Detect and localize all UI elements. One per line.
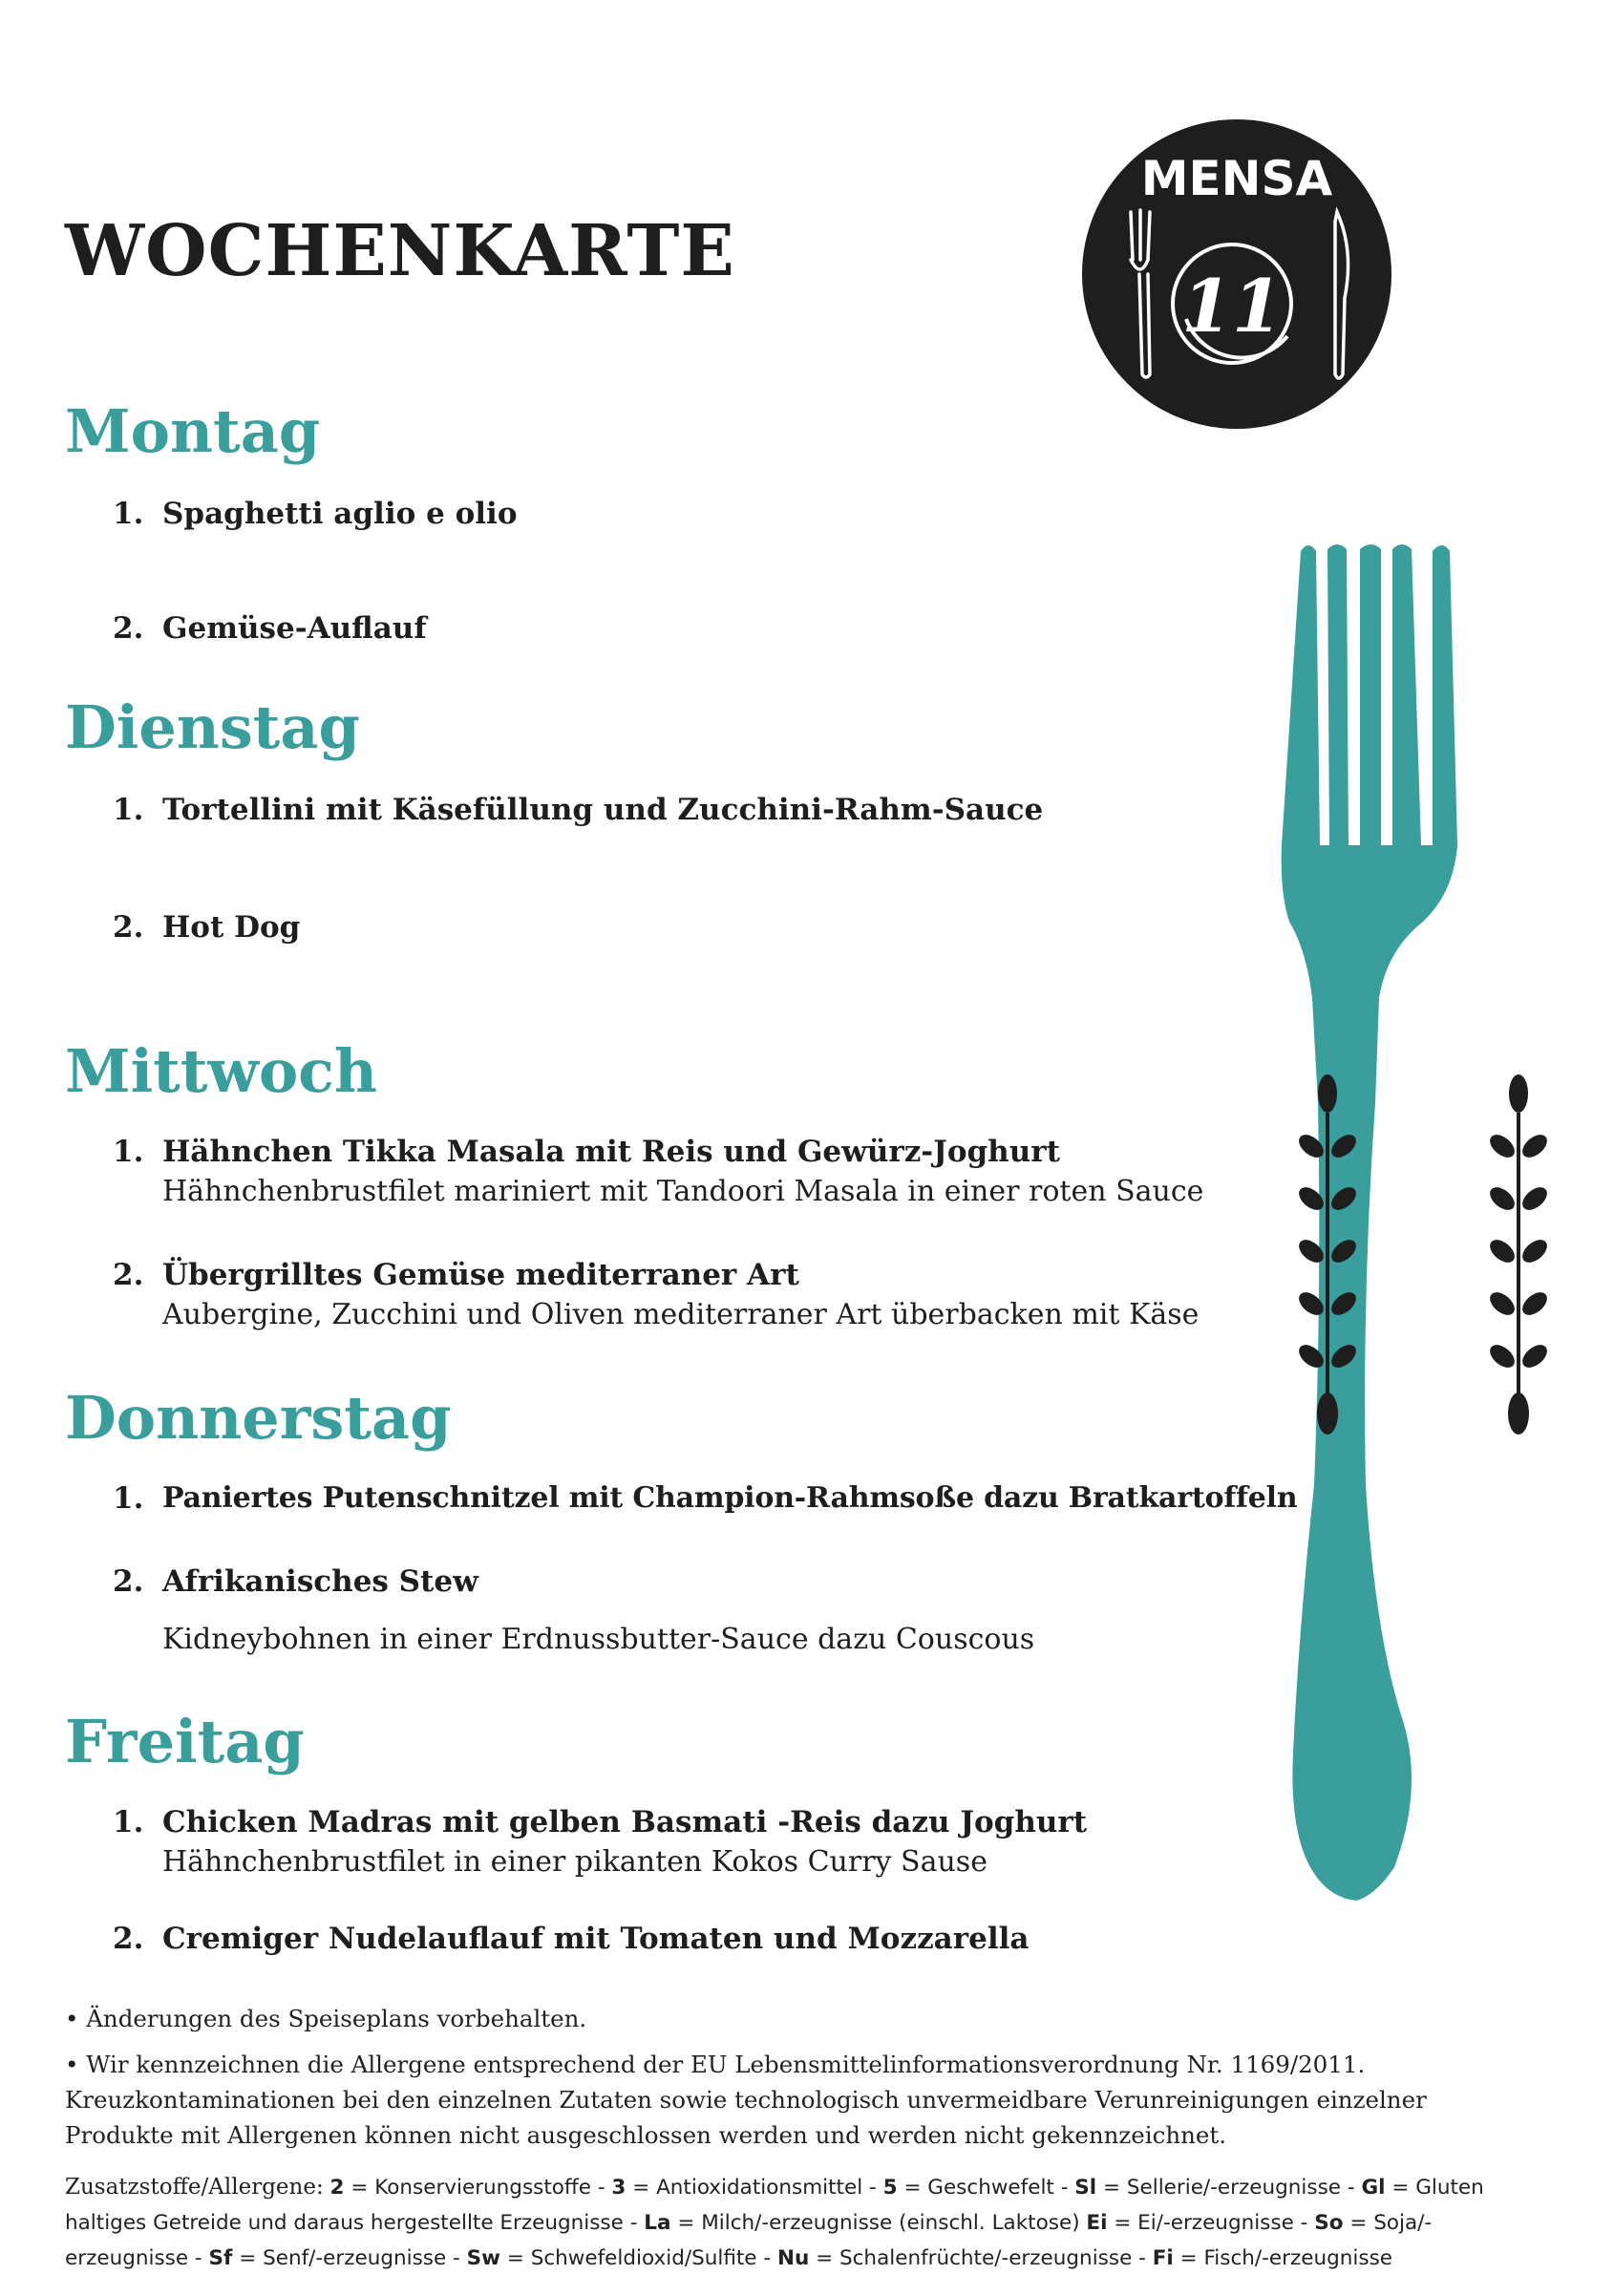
legend-code: Fi xyxy=(1152,2246,1174,2270)
legend-text: Konservierungsstoffe xyxy=(374,2176,591,2200)
legend-text: Senf/-erzeugnisse xyxy=(263,2246,447,2270)
dish-name: Cremiger Nudelauflauf mit Tomaten und Mozzarella xyxy=(162,1922,1030,1956)
leaf-sprig-icon xyxy=(1294,1074,1361,1437)
dish-name: Chicken Madras mit gelben Basmati -Reis dazu Joghurt xyxy=(162,1805,1088,1839)
leaf-sprig-icon xyxy=(1485,1074,1552,1437)
dish-number: 1. xyxy=(113,1481,144,1516)
footnote-allergens: • Wir kennzeichnen die Allergene entsprechend der EU Lebensmittelinformationsverordnung Nr. 1169/2011. Kreuzkontaminationen bei den einzelnen Zutaten sowie technologisch unvermeidbare Verunreinigungen einzelner Produkte mit Allergenen können nicht ausgeschlossen werden und werden nicht gekennzeichnet. xyxy=(65,2051,1427,2149)
dish-name: Afrikanisches Stew xyxy=(162,1564,478,1599)
dish-number: 2. xyxy=(113,1922,144,1956)
dish-description: Aubergine, Zucchini und Oliven mediterraner Art überbacken mit Käse xyxy=(162,1298,1200,1331)
dish-number: 1. xyxy=(113,1135,144,1169)
legend-code: 3 xyxy=(611,2176,626,2200)
legend-code: So xyxy=(1314,2211,1344,2235)
dish-name: Übergrilltes Gemüse mediterraner Art xyxy=(162,1258,799,1292)
dish-name: Gemüse-Auflauf xyxy=(162,611,427,646)
legend-code: 5 xyxy=(882,2176,898,2200)
legend-text: Ei/-erzeugnisse xyxy=(1137,2211,1294,2235)
dish-number: 2. xyxy=(113,1258,144,1292)
legend-text: Schalenfrüchte/-erzeugnisse xyxy=(839,2246,1133,2270)
dish-description: Kidneybohnen in einer Erdnussbutter-Sauce dazu Couscous xyxy=(162,1623,1035,1656)
legend-code: Nu xyxy=(776,2246,810,2270)
dish-number: 2. xyxy=(113,1564,144,1599)
dish-name: Hot Dog xyxy=(162,910,301,945)
day-heading-donnerstag: Donnerstag xyxy=(65,1383,452,1453)
dish-number: 2. xyxy=(113,910,144,945)
plate-fork-knife-logo xyxy=(1079,117,1394,432)
legend-text: Soja/-erzeugnisse xyxy=(65,2211,1433,2270)
legend-code: Sw xyxy=(466,2246,501,2270)
legend-text: Antioxidationsmittel xyxy=(656,2176,863,2200)
dish-name: Spaghetti aglio e olio xyxy=(162,497,518,531)
legend-text: Schwefeldioxid/Sulfite xyxy=(530,2246,757,2270)
dish-number: 1. xyxy=(113,793,144,827)
dish-number: 1. xyxy=(113,497,144,531)
day-heading-mittwoch: Mittwoch xyxy=(65,1036,378,1106)
page-title: WOCHENKARTE xyxy=(65,210,735,292)
legend-text: Sellerie/-erzeugnisse xyxy=(1126,2176,1342,2200)
day-heading-freitag: Freitag xyxy=(65,1707,305,1776)
dish-number: 2. xyxy=(113,611,144,646)
allergen-legend: Zusatzstoffe/Allergene: 2 = Konservierungsstoffe - 3 = Antioxidationsmittel - 5 = Geschwefelt - Sl = Sellerie/-erzeugnisse - Gl = Gluten haltiges Getreide und daraus hergestellte Erzeugnisse - La = Milch/-erzeugnisse (einschl. Laktose) Ei = Ei/-erzeugnisse - So = Soja/-erzeugnisse - Sf = Senf/-erzeugnisse - Sw = Schwefeldioxid/Sulfite - Nu = Schalenfrüchte/-erzeugnisse - Fi = Fisch/-erzeugnisse xyxy=(65,2175,1484,2270)
legend-code: Gl xyxy=(1361,2176,1386,2200)
legend-code: La xyxy=(644,2211,671,2235)
legend-text: Geschwefelt xyxy=(927,2176,1054,2200)
footnotes xyxy=(65,2001,1536,2153)
logo-number: 11 xyxy=(1181,264,1283,349)
legend-label: Zusatzstoffe/Allergene: xyxy=(65,2175,324,2200)
dish-name: Hähnchen Tikka Masala mit Reis und Gewürz-Joghurt xyxy=(162,1135,1060,1169)
legend-code: Ei xyxy=(1086,2211,1108,2235)
dish-name: Tortellini mit Käsefüllung und Zucchini-Rahm-Sauce xyxy=(162,793,1044,827)
day-heading-montag: Montag xyxy=(65,396,321,466)
day-heading-dienstag: Dienstag xyxy=(65,692,360,762)
dish-description: Hähnchenbrustfilet mariniert mit Tandoori Masala in einer roten Sauce xyxy=(162,1175,1204,1208)
logo-title: MENSA xyxy=(1140,151,1333,206)
legend-code: 2 xyxy=(329,2176,345,2200)
legend-text: Fisch/-erzeugnisse xyxy=(1203,2246,1392,2270)
legend-text: Milch/-erzeugnisse (einschl. Laktose) xyxy=(701,2211,1080,2235)
legend-text: Gluten haltiges Getreide und daraus hergestellte Erzeugnisse xyxy=(65,2176,1484,2235)
dish-name: Paniertes Putenschnitzel mit Champion-Rahmsoße dazu Bratkartoffeln xyxy=(162,1481,1298,1515)
legend-code: Sl xyxy=(1074,2176,1097,2200)
dish-number: 1. xyxy=(113,1805,144,1839)
legend-code: Sf xyxy=(208,2246,233,2270)
dish-description: Hähnchenbrustfilet in einer pikanten Kokos Curry Sause xyxy=(162,1845,988,1879)
footnote-change: • Änderungen des Speiseplans vorbehalten. xyxy=(65,2005,587,2032)
